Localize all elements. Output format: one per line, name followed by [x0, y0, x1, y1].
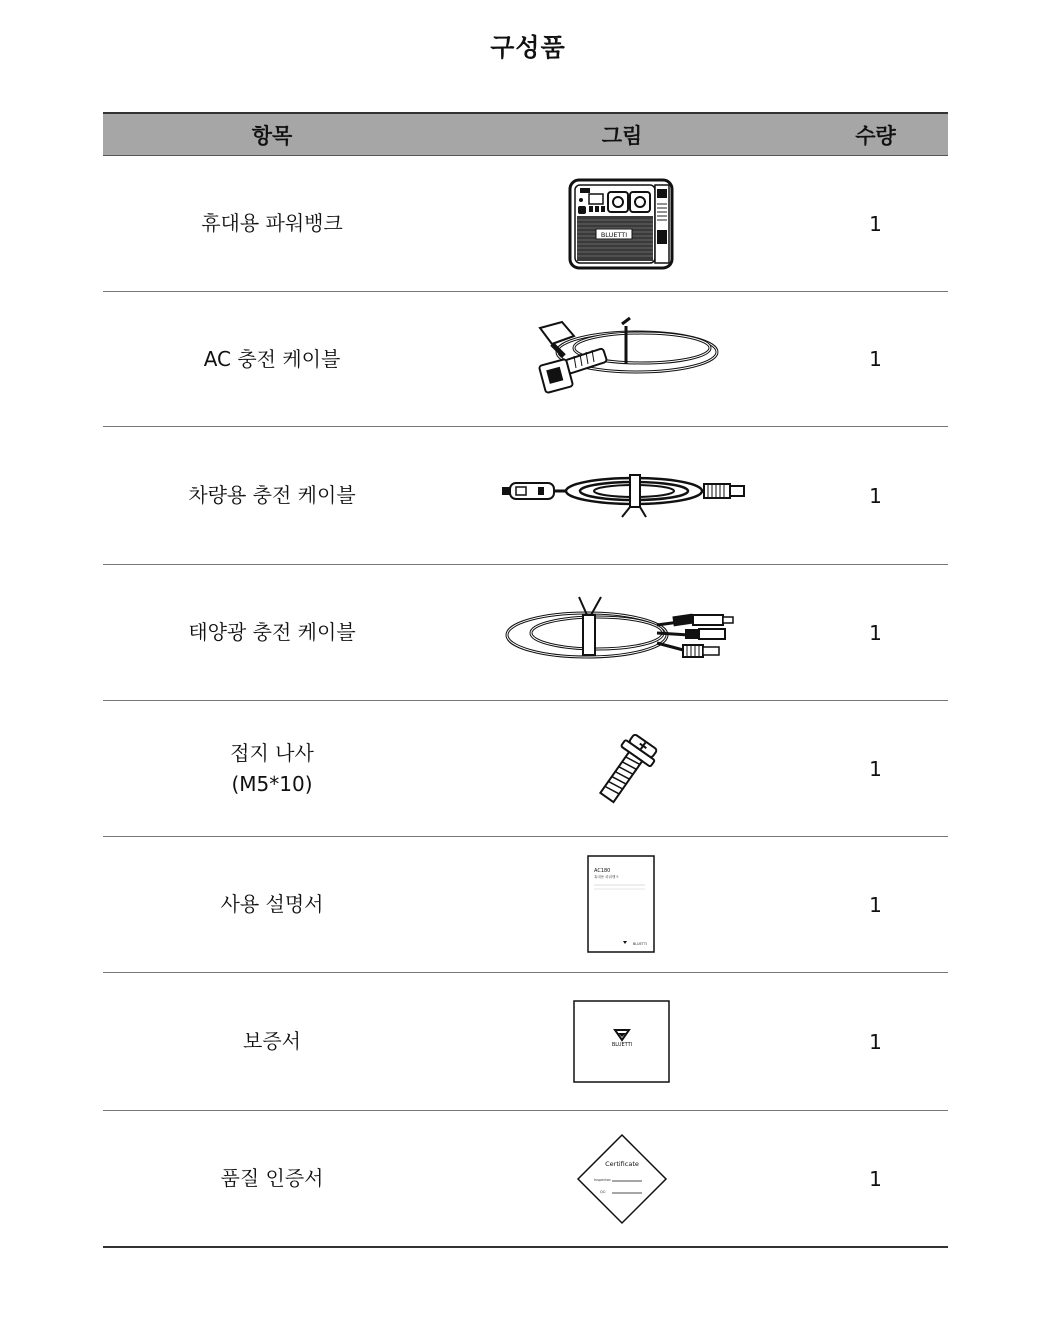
table-row: [103, 292, 948, 427]
item-qty: 1: [869, 347, 882, 371]
svg-text:BLUETTI: BLUETTI: [632, 941, 647, 946]
power-station-icon: [566, 174, 678, 274]
table-row: [103, 427, 948, 565]
item-image: [441, 471, 803, 521]
item-qty: 1: [869, 892, 882, 917]
svg-text:BLUETTI: BLUETTI: [611, 1041, 633, 1048]
item-name: 휴대용 파워뱅크: [201, 211, 343, 235]
svg-text:휴대용 파워뱅크: 휴대용 파워뱅크: [594, 874, 619, 879]
header-qty: 수량: [855, 123, 896, 148]
item-name: 품질 인증서: [220, 1166, 324, 1190]
item-name: 차량용 충전 케이블: [188, 483, 356, 507]
svg-text:QC:: QC:: [600, 1189, 607, 1194]
item-image: [441, 1000, 803, 1084]
svg-text:BLUETTI: BLUETTI: [600, 230, 628, 239]
svg-text:AC180: AC180: [594, 867, 611, 874]
item-qty: 1: [869, 211, 882, 236]
item-name: 보증서: [243, 1029, 301, 1053]
page-title: 구성품: [490, 33, 566, 62]
certificate-icon: [576, 1133, 668, 1225]
item-qty: 1: [869, 483, 882, 508]
header-image: 그림: [601, 123, 643, 148]
item-name: 태양광 충전 케이블: [188, 620, 356, 644]
item-image: [441, 855, 803, 955]
warranty-card-icon: [573, 1000, 671, 1084]
svg-text:Inspector:: Inspector:: [594, 1177, 612, 1182]
item-name: 사용 설명서: [220, 892, 324, 916]
table-row: [103, 565, 948, 701]
manual-icon: [587, 855, 657, 955]
item-name: AC 충전 케이블: [203, 346, 341, 371]
item-qty: 1: [869, 1029, 882, 1054]
table-row: [103, 973, 948, 1111]
item-image: [441, 593, 803, 673]
item-qty: 1: [869, 620, 882, 645]
item-image: [441, 314, 803, 404]
item-image: [441, 1133, 803, 1225]
solar-cable-icon: [497, 593, 747, 673]
components-table: [103, 112, 948, 1248]
item-qty: 1: [869, 1166, 882, 1191]
table-header: [103, 112, 948, 156]
table-row: [103, 156, 948, 292]
ac-cable-icon: [522, 314, 722, 404]
item-qty: 1: [869, 756, 882, 781]
table-row: [103, 1111, 948, 1248]
car-cable-icon: [494, 471, 750, 521]
table-row: [103, 837, 948, 973]
svg-text:Certificate: Certificate: [605, 1159, 639, 1168]
item-image: [441, 729, 803, 809]
header-item: 항목: [251, 123, 293, 148]
item-name: 접지 나사 (M5*10): [230, 740, 314, 796]
screw-icon: [572, 729, 672, 809]
table-row: [103, 701, 948, 837]
item-image: [441, 174, 803, 274]
